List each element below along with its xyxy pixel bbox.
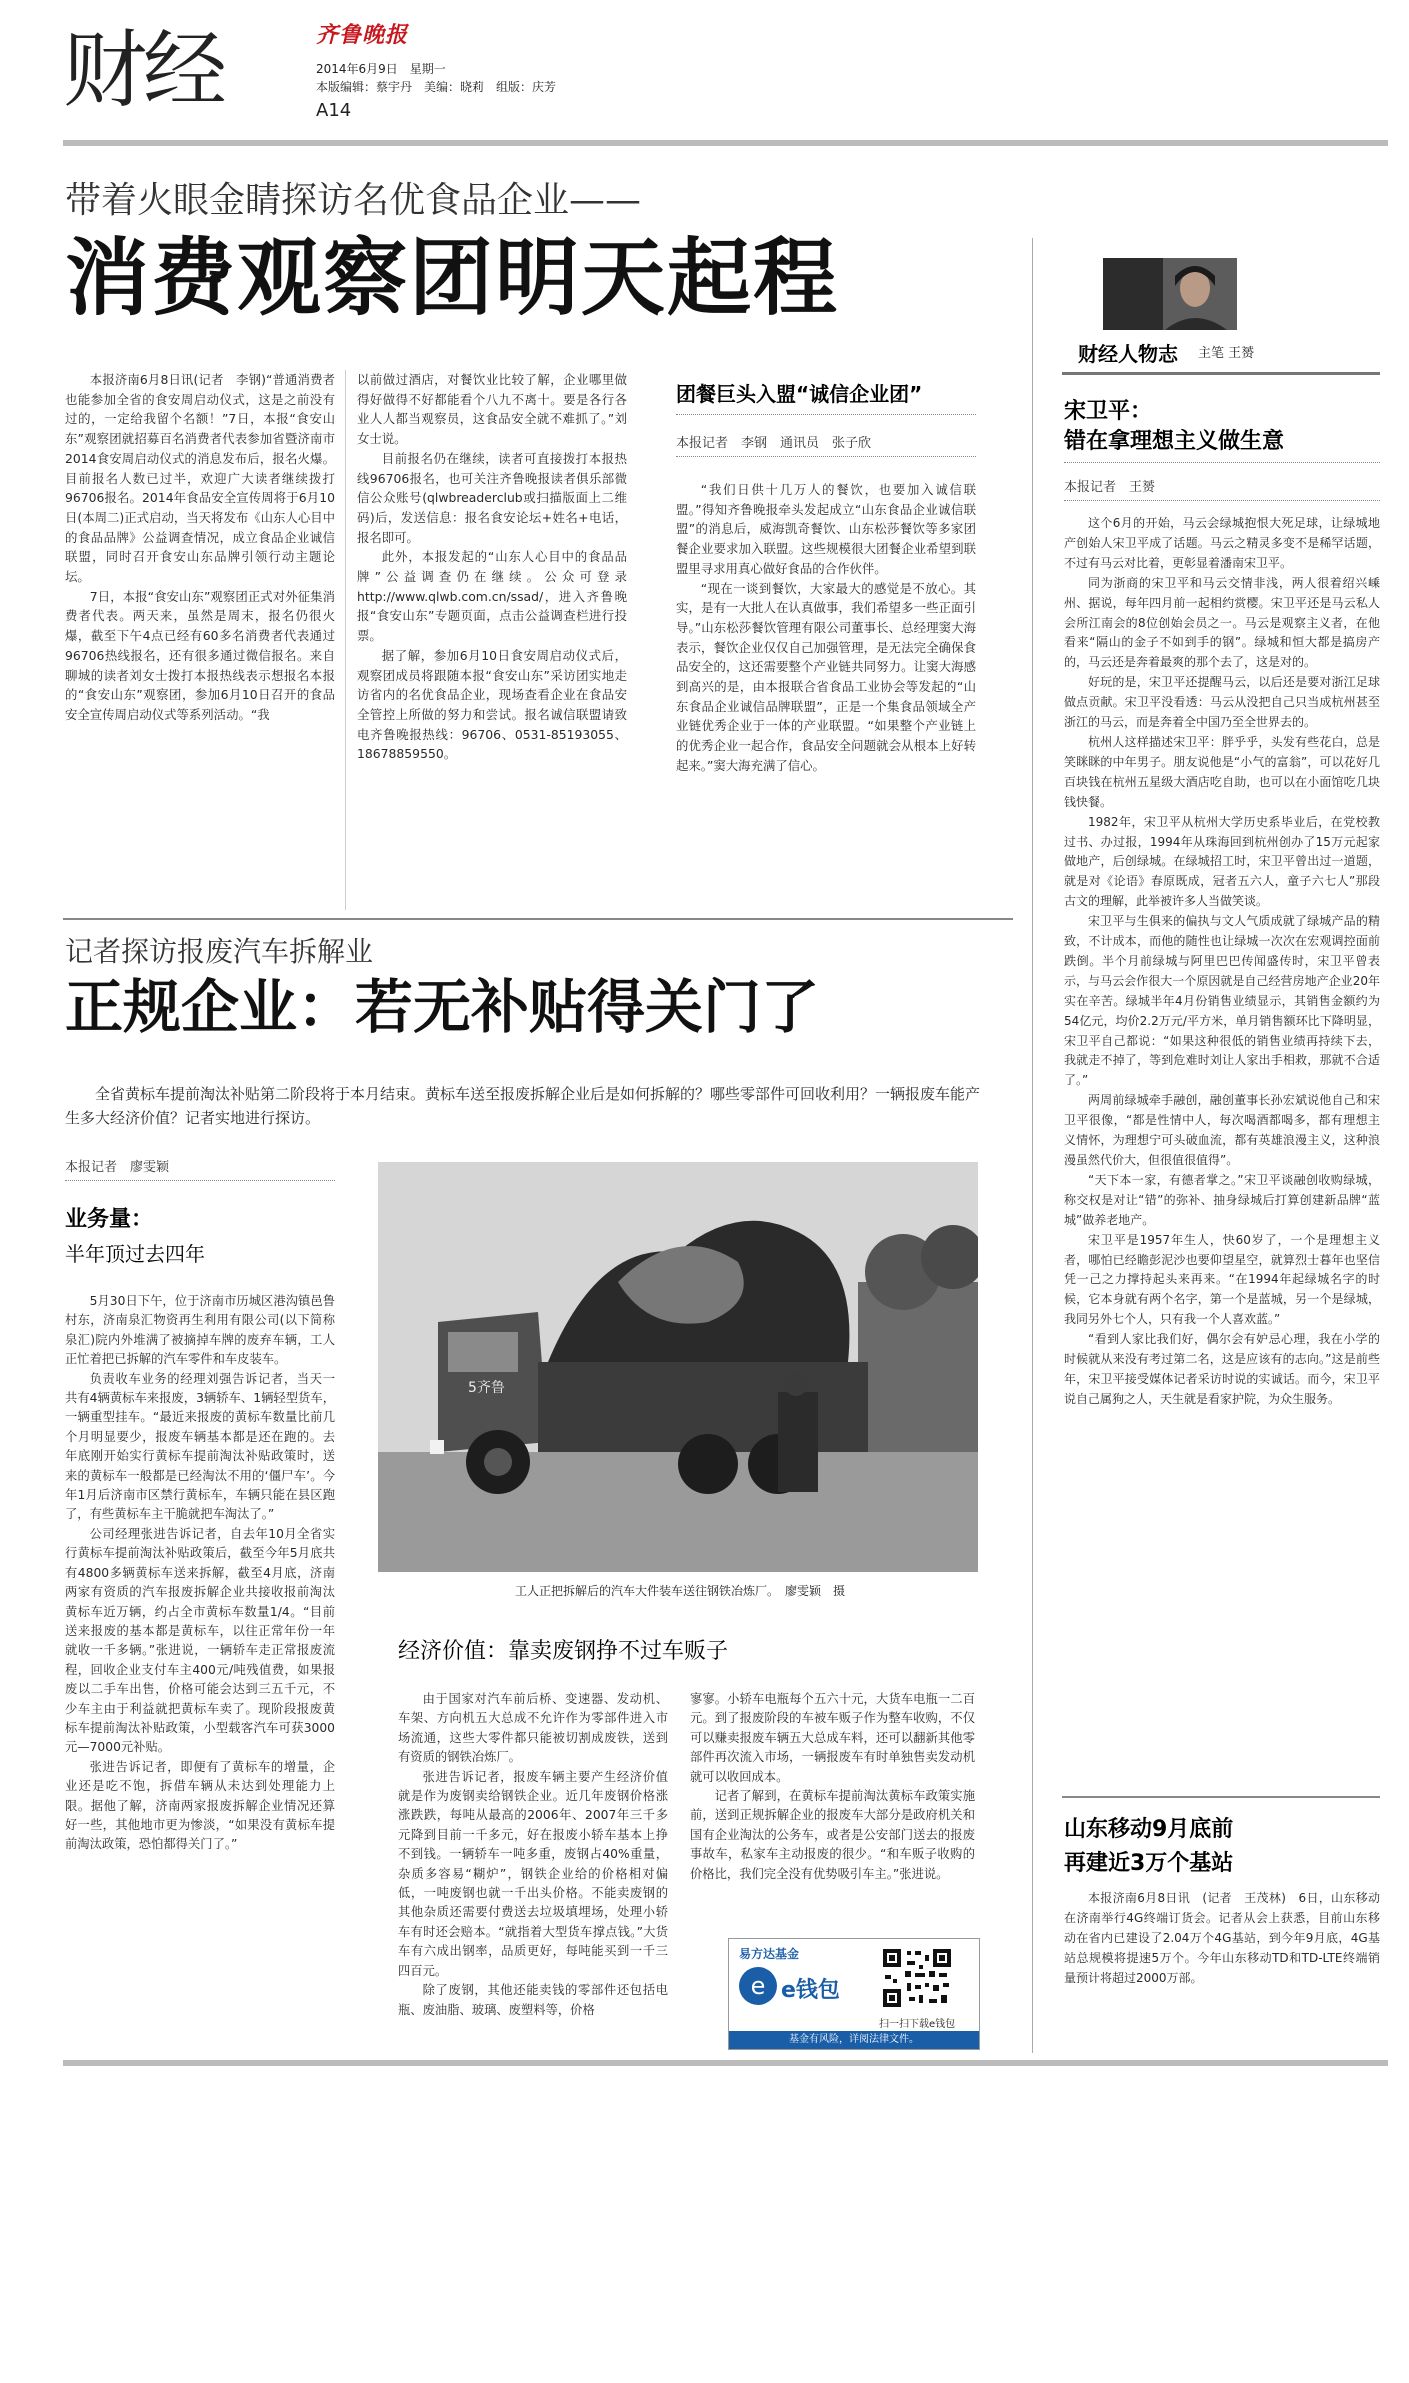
paper-logo: 齐鲁晚报 — [316, 22, 409, 48]
columnist-photo — [1103, 258, 1237, 330]
article1-headline: 消费观察团明天起程 — [65, 229, 840, 327]
article4-headline-1: 山东移动9月底前 — [1064, 1817, 1234, 1842]
article2-byline: 本报记者 李钢 通讯员 张子欣 — [676, 436, 872, 451]
paragraph: 目前报名仍在继续，读者可直接拨打本报热线96706报名，也可关注齐鲁晚报读者俱乐部微信公众账号(qlwbreaderclub或扫描版面上二维码)后，发送信息：报名食安论坛+姓名+电话，报名即可。 — [357, 450, 627, 545]
date-line: 2014年6月9日 星期一 — [316, 62, 446, 76]
paragraph: 据了解，参加6月10日食安周启动仪式后，观察团成员将跟随本报“食安山东”采访团实地走访省内的名优食品企业，现场查看企业在食品安全管控上所做的努力和尝试。报名诚信联盟请致电齐鲁晚报热线：96706、0531-85193055、18678859550。 — [357, 647, 627, 762]
article4-body — [1064, 1888, 1380, 1988]
paragraph: 张进告诉记者，报废车辆主要产生经济价值就是作为废钢卖给钢铁企业。近几年废钢价格涨涨跌跌，每吨从最高的2006年、2007年三千多元降到目前一千多元，好在报废小轿车基本上挣不到钱。一辆轿车一吨多重，废钢占40%重量，杂质多容易“糊炉”，钢铁企业给的价格相对偏低，一吨废钢也就一千出头价格。不能卖废钢的其他杂质还需要付费送去垃圾填埋场，处理小轿车有时还会赔本。“就指着大型货车撑点钱。”大货车有六成出钢率，品质更好，每吨能买到一千三四百元。 — [398, 1769, 668, 1978]
paragraph: 负责收车业务的经理刘强告诉记者，当天一共有4辆黄标车来报废，3辆轿车、1辆轻型货车，一辆重型挂车。“最近来报废的黄标车数量比前几个月明显要少，报废车辆基本都是还在跑的。去年底刚开始实行黄标车提前淘汰补贴政策时，送来的黄标车一般都是已经淘汰不用的‘僵尸车’。今年1月后济南市区禁行黄标车，车辆只能在县区跑了，有些黄标车主干脆就把车淘汰了。” — [65, 1371, 335, 1522]
section-title: 财经 — [63, 21, 224, 119]
paragraph: 以前做过酒店，对餐饮业比较了解，企业哪里做得好做得不好都能看个八九不离十。要是各行各业人人都当观察员，这食品安全就不难抓了。”刘女士说。 — [357, 372, 627, 447]
paragraph: 同为浙商的宋卫平和马云交情非浅，两人很着绍兴嵊州、据说，每年四月前一起相约赏樱。宋卫平还是马云私人会所江南会的8位创始会员之一。马云是观察主义者，在他看来“隔山的金子不如到手的钢”。绿城和恒大都是搞房产的，马云还是奔着最爽的那个去了，这是对的。 — [1064, 575, 1380, 670]
article3-kicker: 记者探访报废汽车拆解业 — [65, 935, 374, 968]
article3-byline: 本报记者 廖雯颖 — [65, 1160, 170, 1175]
article3-sub2-col2 — [690, 1690, 975, 1884]
paragraph: 7日，本报“食安山东”观察团正式对外征集消费者代表。两天来，虽然是周末，报名仍很火爆，截至下午4点已经有60多名消费者代表通过96706热线报名，还有很多通过微信报名。来自聊城的读者刘女士拨打本报热线表示想报名本报的“食安山东”观察团，参加6月10日召开的食品安全宣传周启动仪式等系列活动。“我 — [65, 588, 335, 722]
paragraph: 宋卫平是1957年生人，快60岁了，一个是理想主义者，哪怕已经瞻彭泥沙也要仰望星空，就算烈士暮年也坚信凭一己之力撑持起头来再来。“在1994年起绿城名字的时候，它本身就有两个名字，第一个是蓝城，另一个是绿城，我同另外七个人，只有我一个人喜欢蓝。” — [1064, 1232, 1380, 1327]
paragraph: 张进告诉记者，即便有了黄标车的增量，企业还是吃不饱，拆借车辆从未达到处理能力上限。据他了解，济南两家报废拆解企业情况还算好一些，其他地市更为惨淡，“如果没有黄标车提前淘汰政策，恐怕都得关门了。” — [65, 1759, 335, 1852]
truck-plate-text: 5齐鲁 — [468, 1380, 505, 1396]
qr-code-icon — [879, 1945, 955, 2011]
article3-sub2-col1 — [398, 1690, 668, 2020]
column-headline-1: 宋卫平： — [1064, 399, 1153, 424]
paragraph: 除了废钢，其他还能卖钱的零部件还包括电瓶、废油脂、玻璃、废塑料等，价格 — [398, 1983, 668, 2017]
paragraph: 本报济南6月8日讯 (记者 王茂林) 6日，山东移动在济南举行4G终端订货会。记者从会上获悉，目前山东移动在省内已建设了2.04万个4G基站，到今年9月底，4G基站总规模将提速5万个。今年山东移动TD和TD-LTE终端销量预计将超过2000万部。 — [1064, 1891, 1380, 1985]
paragraph: 这个6月的开始，马云会绿城抱恨大死足球，让绿城地产创始人宋卫平成了话题。马云之精灵多变不是稀罕话题，不过有马云对比着，更彰显着潘南宋卫平。 — [1064, 516, 1380, 570]
page-number: A14 — [316, 100, 352, 121]
paragraph: “现在一谈到餐饮，大家最大的感觉是不放心。其实，是有一大批人在认真做事，我们希望多一些正面引导。”山东松莎餐饮管理有限公司董事长、总经理窦大海表示，餐饮企业仅仅自己加强管理，是无法完全确保食品安全的，这还需要整个产业链共同努力。让窦大海感到高兴的是，由本报联合省食品工业协会等发起的“山东食品企业诚信品牌联盟”，正是一个集食品领域全产业链优秀企业于一体的产业联盟。“如果整个产业链上的优秀企业一起合作，食品安全问题就会从根本上好转起来。”窦大海充满了信心。 — [676, 580, 976, 773]
paragraph: 5月30日下午，位于济南市历城区港沟镇邑鲁村东，济南泉汇物资再生利用有限公司(以下简称泉汇)院内外堆满了被摘掉车牌的废弃车辆，工人正忙着把已拆解的汽车零件和车皮装车。 — [65, 1294, 335, 1367]
column-name: 财经人物志 — [1078, 342, 1178, 366]
article1-col2 — [357, 370, 627, 764]
column-headline-2: 错在拿理想主义做生意 — [1064, 429, 1285, 454]
paragraph: “天下本一家，有德者掌之。”宋卫平谈融创收购绿城，称交权是对让“错”的弥补、抽身绿城后打算创建新品牌“蓝城”做养老地产。 — [1064, 1172, 1380, 1227]
article3-intro: 全省黄标车提前淘汰补贴第二阶段将于本月结束。黄标车送至报废拆解企业后是如何拆解的？哪些零部件可回收利用？一辆报废车能产生多大经济价值？记者实地进行探访。 — [65, 1085, 981, 1127]
editors-line: 本版编辑：蔡宇丹 美编：晓莉 组版：庆芳 — [316, 80, 557, 94]
footer-rule — [63, 2060, 1388, 2066]
column-author: 主笔 王赟 — [1198, 346, 1255, 361]
paragraph: “我们日供十几万人的餐饮，也要加入诚信联盟。”得知齐鲁晚报牵头发起成立“山东食品企业诚信联盟”的消息后，威海凯奇餐饮、山东松莎餐饮等多家团餐企业要求加入联盟。这些规模很大团餐企业希望到联盟里寻求用真心做好食品的合作伙伴。 — [676, 482, 976, 576]
column-byline: 本报记者 王赟 — [1064, 480, 1156, 495]
paragraph: 寥寥。小轿车电瓶每个五六十元，大货车电瓶一二百元。到了报废阶段的车被车贩子作为整车收购，不仅可以赚卖报废车辆五大总成车料，还可以翻新其他零部件再次流入市场，一辆报废车有时单独售卖发动机就可以收回成本。 — [690, 1692, 975, 1784]
fund-ad-brand: 易方达基金 — [739, 1947, 800, 1961]
paragraph: 好玩的是，宋卫平还提醒马云，以后还是要对浙江足球做点贡献。宋卫平没看透：马云从没把自己只当成杭州甚至浙江的马云，而是奔着全中国乃至全世界去的。 — [1064, 675, 1380, 730]
paragraph: 1982年，宋卫平从杭州大学历史系毕业后，在党校教过书、办过报，1994年从珠海回到杭州创办了15万元起家做地产，后创绿城。在绿城招工时，宋卫平曾出过一道题，就是对《论语》春原既成，冠者五六人，童子六七人”那段古文的理解，此举被许多人当做笑谈。 — [1064, 814, 1380, 909]
paragraph: 本报济南6月8日讯(记者 李钢)“普通消费者也能参加全省的食安周启动仪式，这是之前没有过的，一定给我留个名额！”7日，本报“食安山东”观察团就招募百名消费者代表参加省暨济南市2014食安周启动仪式的消息发布后，报名火爆。目前报名人数已过半，欢迎广大读者继续拨打96706报名。2014年食品安全宣传周将于6月10日(本周二)正式启动，当天将发布《山东人心目中的食品品牌》公益调查情况，成立食品企业诚信联盟，同时召开食安山东品牌引领行动主题论坛。 — [65, 372, 335, 585]
paragraph: 宋卫平与生俱来的偏执与文人气质成就了绿城产品的精致，不计成本，而他的随性也让绿城一次次在宏观调控面前跌倒。半个月前绿城与阿里巴巴传闻盛传时，宋卫平曾表示，与马云会作很大一个原因就是自己经营房地产企业20年实在辛苦。绿城半年4月份销售业绩显示，其销售金额约为54亿元，均价2.2万元/平方米，单月销售额环比下降明显，宋卫平自己都说：“如果这种很低的销售业绩再持续下去，我就走不掉了，等到危难时刘让人家出手相救，那就不合适了。” — [1064, 914, 1380, 1088]
fund-ad-product: e钱包 — [781, 1978, 840, 2003]
paragraph: 由于国家对汽车前后桥、变速器、发动机、车架、方向机五大总成不允许作为零部件进入市场流通，这些大零件都只能被切割成废铁，送到有资质的钢铁冶炼厂。 — [398, 1692, 668, 1765]
fund-ad-scan-text: 扫一扫下载e钱包 — [879, 2019, 956, 2030]
article3-sub1-line2: 半年顶过去四年 — [65, 1242, 205, 1266]
article3-rule — [63, 918, 1013, 920]
column-body — [1064, 514, 1380, 1410]
fund-ad[interactable] — [728, 1938, 980, 2050]
article3-photo-caption: 工人正把拆解后的汽车大件装车送往钢铁冶炼厂。 廖雯颖 摄 — [515, 1584, 846, 1598]
article3-sub1-line1: 业务量： — [65, 1207, 154, 1232]
paragraph: “看到人家比我们好，偶尔会有妒忌心理，我在小学的时候就从来没有考过第二名，这是应该有的志向。”这是前些年，宋卫平接受媒体记者采访时说的实诚话。而今，宋卫平说自己属狗之人，天生就是看家护院，为众生服务。 — [1064, 1332, 1380, 1406]
masthead-rule — [63, 140, 1388, 146]
article2-headline: 团餐巨头入盟“诚信企业团” — [676, 382, 923, 406]
article1-kicker: 带着火眼金睛探访名优食品企业—— — [65, 180, 642, 221]
e-wallet-logo: e — [739, 1967, 777, 2005]
article3-photo — [378, 1162, 978, 1572]
paragraph: 杭州人这样描述宋卫平：胖乎乎，头发有些花白，总是笑眯眯的中年男子。朋友说他是“小气的富翁”，可以花好几百块钱在杭州五星级大酒店吃自助，也可以在小面馆吃几块钱快餐。 — [1064, 734, 1380, 809]
article3-col1 — [65, 1292, 335, 1855]
column-rule — [1062, 372, 1380, 375]
article2-body — [676, 480, 976, 776]
article3-sub2: 经济价值：靠卖废钢挣不过车贩子 — [398, 1639, 729, 1664]
article3-headline: 正规企业：若无补贴得关门了 — [65, 973, 820, 1041]
right-column-divider — [1032, 238, 1033, 2053]
paragraph: 两周前绿城牵手融创，融创董事长孙宏斌说他自己和宋卫平很像，“都是性情中人，每次喝酒都喝多，都有理想主义情怀，为理想宁可头破血流，都有英雄浪漫主义，这种浪漫虽然代价大，但很值很值得”。 — [1064, 1093, 1380, 1167]
paragraph: 此外，本报发起的“山东人心目中的食品品牌”公益调查仍在继续。公众可登录http://www.qlwb.com.cn/ssad/，进入齐鲁晚报“食安山东”专题页面，点击公益调查栏进行投票。 — [357, 549, 627, 644]
fund-ad-risk-text: 基金有风险，详阅法律文件。 — [729, 2031, 979, 2049]
paragraph: 记者了解到，在黄标车提前淘汰黄标车政策实施前，送到正规拆解企业的报废车大部分是政府机关和国有企业淘汰的公务车，或者是公安部门送去的报废事故车，私家车主动报废的很少。“和车贩子收购的价格比，我们完全没有优势吸引车主。”张进说。 — [690, 1789, 975, 1881]
article4-rule — [1062, 1796, 1380, 1798]
article1-col1 — [65, 370, 335, 725]
paragraph: 公司经理张进告诉记者，自去年10月全省实行黄标车提前淘汰补贴政策后，截至今年5月底共有4800多辆黄标车送来拆解，截至4月底，济南两家有资质的汽车报废拆解企业共接收报前淘汰黄标车近万辆，约占全市黄标车数量1/4。“目前送来报废的基本都是黄标车，以往正常年份一年就收一千多辆。”张进说，一辆轿车走正常报废流程，回收企业支付车主400元/吨残值费，如果报废以二手车出售，价格可能会达到三五千元，不少车主由于利益就把黄标车卖了。现阶段报废黄标车提前淘汰补贴政策，小型载客汽车可获3000元—7000元补贴。 — [65, 1526, 335, 1755]
article4-headline-2: 再建近3万个基站 — [1064, 1851, 1234, 1876]
column-divider — [345, 370, 346, 910]
